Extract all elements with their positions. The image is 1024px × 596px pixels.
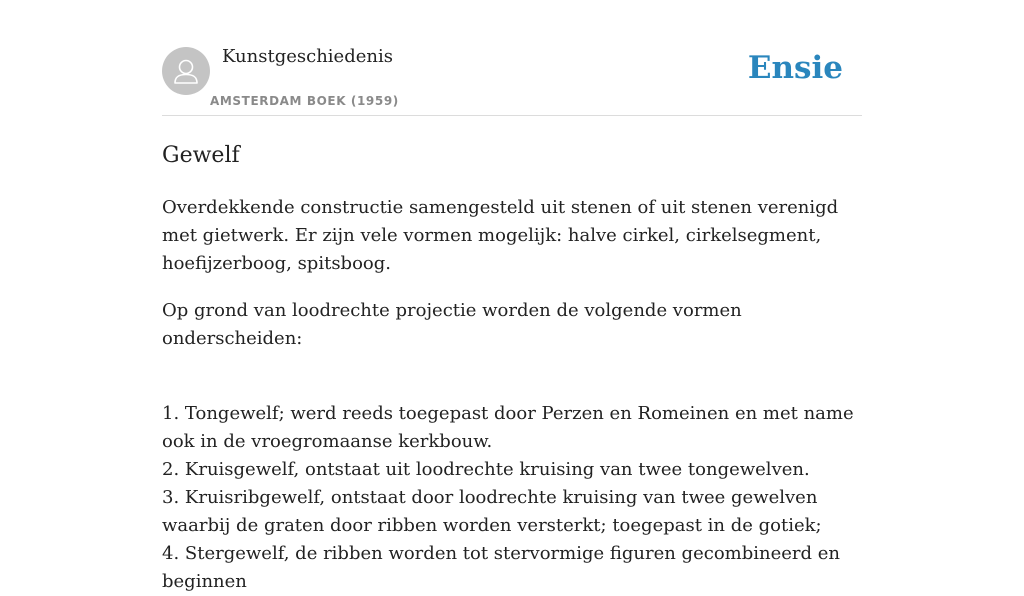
page	[162, 0, 862, 596]
source-subtitle: AMSTERDAM BOEK (1959)	[210, 94, 399, 108]
source-avatar[interactable]	[162, 47, 210, 95]
list-item: 4. Stergewelf, de ribben worden tot stervormige figuren gecombineerd en beginnen	[162, 543, 840, 592]
list-item: 1. Tongewelf; werd reeds toegepast door Perzen en Romeinen en met name ook in de vroegromaanse kerkbouw.	[162, 403, 854, 452]
list-item: 3. Kruisribgewelf, ontstaat door loodrechte kruising van twee gewelven waarbij de graten door ribben worden versterkt; toegepast in de gotiek;	[162, 487, 822, 536]
entry-content	[162, 194, 862, 596]
source-header	[162, 0, 862, 116]
spacer	[162, 372, 862, 400]
paragraph-definition: Overdekkende constructie samengesteld uit stenen of uit stenen verenigd met gietwerk. Er zijn vele vormen mogelijk: halve cirkel, cirkelsegment, hoefijzerboog, spitsboog.	[162, 197, 839, 274]
brand-logo[interactable]: Ensie	[747, 50, 843, 86]
source-title-link[interactable]: Kunstgeschiedenis	[222, 46, 393, 67]
entry-title: Gewelf	[162, 143, 240, 168]
list-item: 2. Kruisgewelf, ontstaat uit loodrechte kruising van twee tongewelven.	[162, 459, 810, 480]
user-placeholder-icon	[162, 47, 210, 95]
paragraph-intro: Op grond van loodrechte projectie worden de volgende vormen onderscheiden:	[162, 300, 742, 349]
